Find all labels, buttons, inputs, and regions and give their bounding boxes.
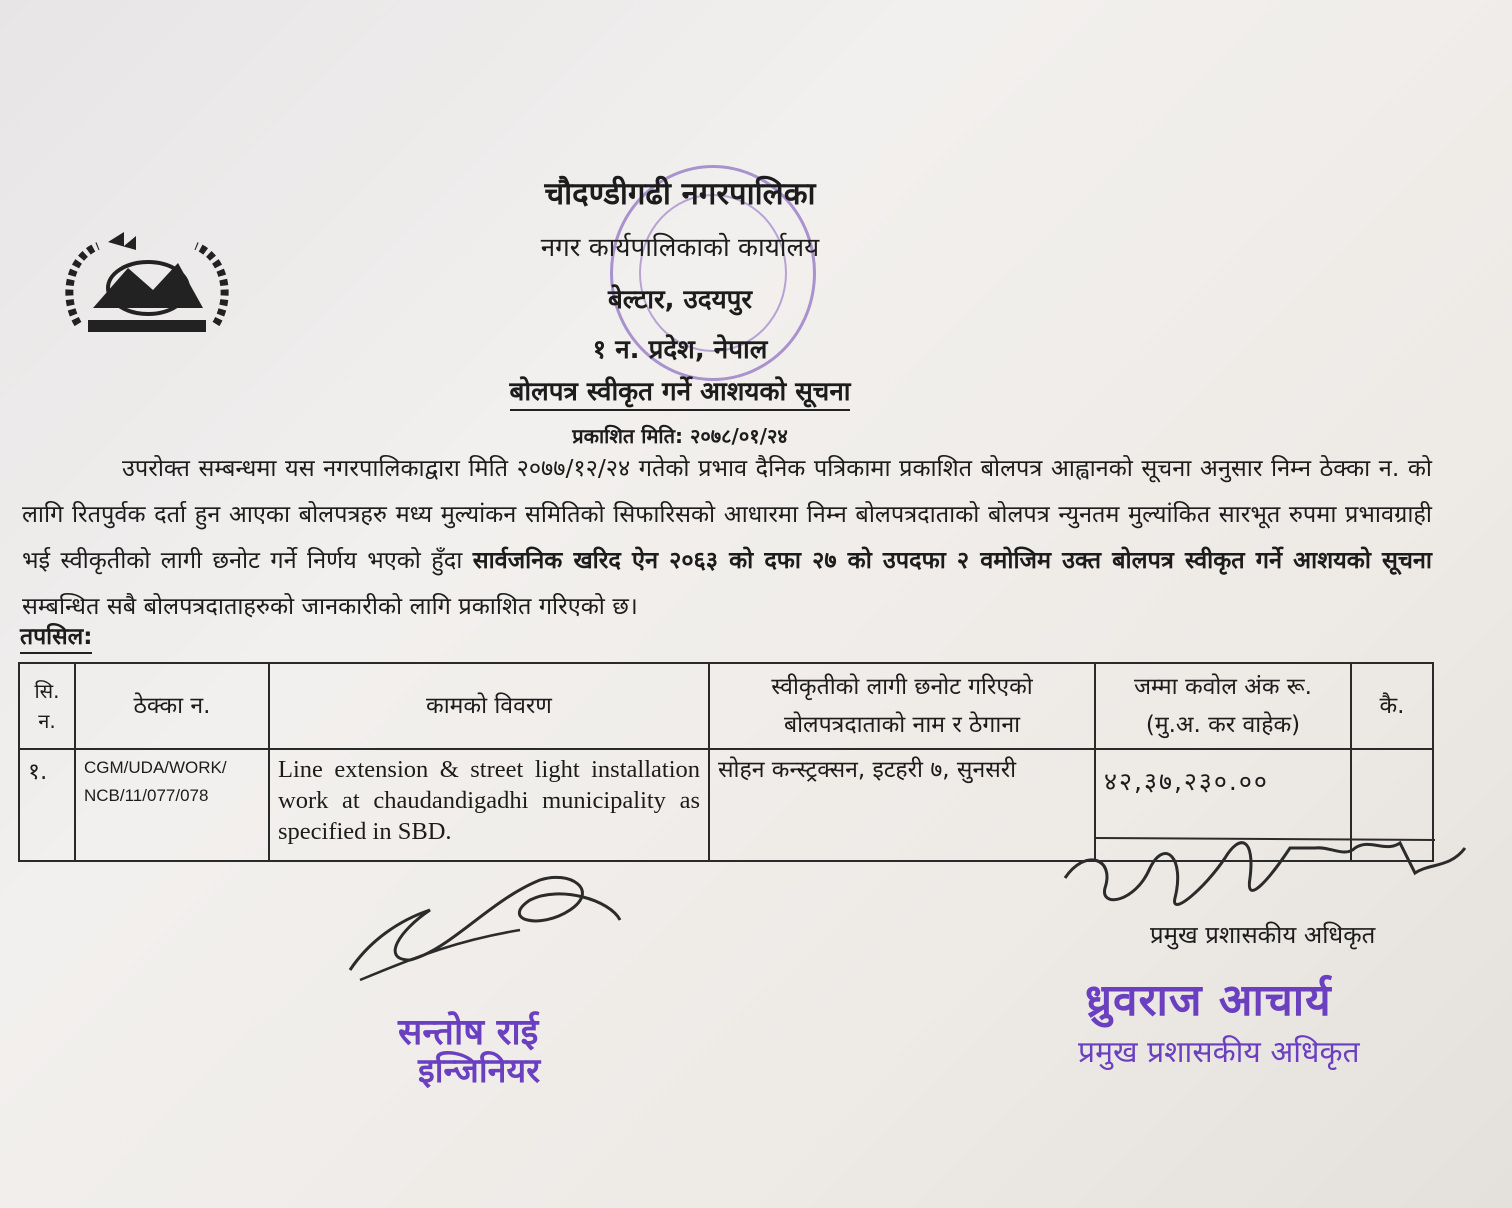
cell-work-description: Line extension & street light installation work at chaudandigadhi municipality as specified in SBD. xyxy=(269,749,709,861)
body-bold-clause: सार्वजनिक खरिद ऐन २०६३ को दफा २७ को उपदफा २ वमोजिम उक्त बोलपत्र स्वीकृत गर्ने आशयको सूचना xyxy=(472,546,1432,574)
notice-body xyxy=(22,445,1432,629)
government-emblem-icon xyxy=(58,228,236,340)
officer-role-text: प्रमुख प्रशासकीय अधिकृत xyxy=(1150,921,1376,949)
engineer-role-stamp: इन्जिनियर xyxy=(418,1051,541,1091)
officer-name-stamp: ध्रुवराज आचार्य xyxy=(1085,975,1332,1026)
office-name: नगर कार्यपालिकाको कार्यालय xyxy=(540,233,820,263)
body-part-2: सम्बन्धित सबै बोलपत्रदाताहरुको जानकारीको लागि प्रकाशित गरिएको छ। xyxy=(22,592,638,620)
notice-title: बोलपत्र स्वीकृत गर्ने आशयको सूचना xyxy=(380,372,980,408)
header-bidder: स्वीकृतीको लागी छनोट गरिएको बोलपत्रदाताको नाम र ठेगाना xyxy=(709,663,1095,749)
cell-contract-no: CGM/UDA/WORK/ NCB/11/077/078 xyxy=(75,749,269,861)
published-date: प्रकाशित मिति: २०७८/०१/२४ xyxy=(572,424,788,448)
cell-amount: ४२,३७,२३०.०० xyxy=(1095,749,1351,861)
header-sn: सि. न. xyxy=(19,663,75,749)
office-province: १ न. प्रदेश, नेपाल xyxy=(592,335,768,365)
engineer-name-stamp: सन्तोष राई xyxy=(398,1012,539,1053)
body-part-1: उपरोक्त सम्बन्धमा यस नगरपालिकाद्वारा मिति २०७७/१२/२४ गतेको प्रभाव दैनिक पत्रिकामा प्रकाशित बोलपत्र आह्वानको सूचना अनुसार निम्न ठेक्का न. को लागि रितपुर्वक दर्ता हुन आएका बोलपत्रहरु मध्य मुल्यांकन समितिको सिफारिसको आधारमा निम्न बोलपत्रदाताको बोलपत्र न्युनतम मुल्यांकित सारभूत रुपमा प्रभावग्राही भई स्वीकृतीको लागी छनोट गर्ने निर्णय भएको हुँदा xyxy=(22,454,1432,574)
details-label: तपसिल: xyxy=(20,622,92,654)
office-address: बेल्टार, उदयपुर xyxy=(607,285,753,315)
header-amount: जम्मा कवोल अंक रू. (मु.अ. कर वाहेक) xyxy=(1095,663,1351,749)
org-name: चौदण्डीगढी नगरपालिका xyxy=(544,176,816,212)
header-contract-no: ठेक्का न. xyxy=(75,663,269,749)
cell-bidder: सोहन कन्स्ट्रक्सन, इटहरी ७, सुनसरी xyxy=(709,749,1095,861)
officer-role-stamp: प्रमुख प्रशासकीय अधिकृत xyxy=(1078,1035,1360,1070)
table-header-row xyxy=(19,663,1433,749)
header-work-description: कामको विवरण xyxy=(269,663,709,749)
engineer-signature xyxy=(340,860,630,990)
cell-sn: १. xyxy=(19,749,75,861)
header-remarks: कै. xyxy=(1351,663,1433,749)
